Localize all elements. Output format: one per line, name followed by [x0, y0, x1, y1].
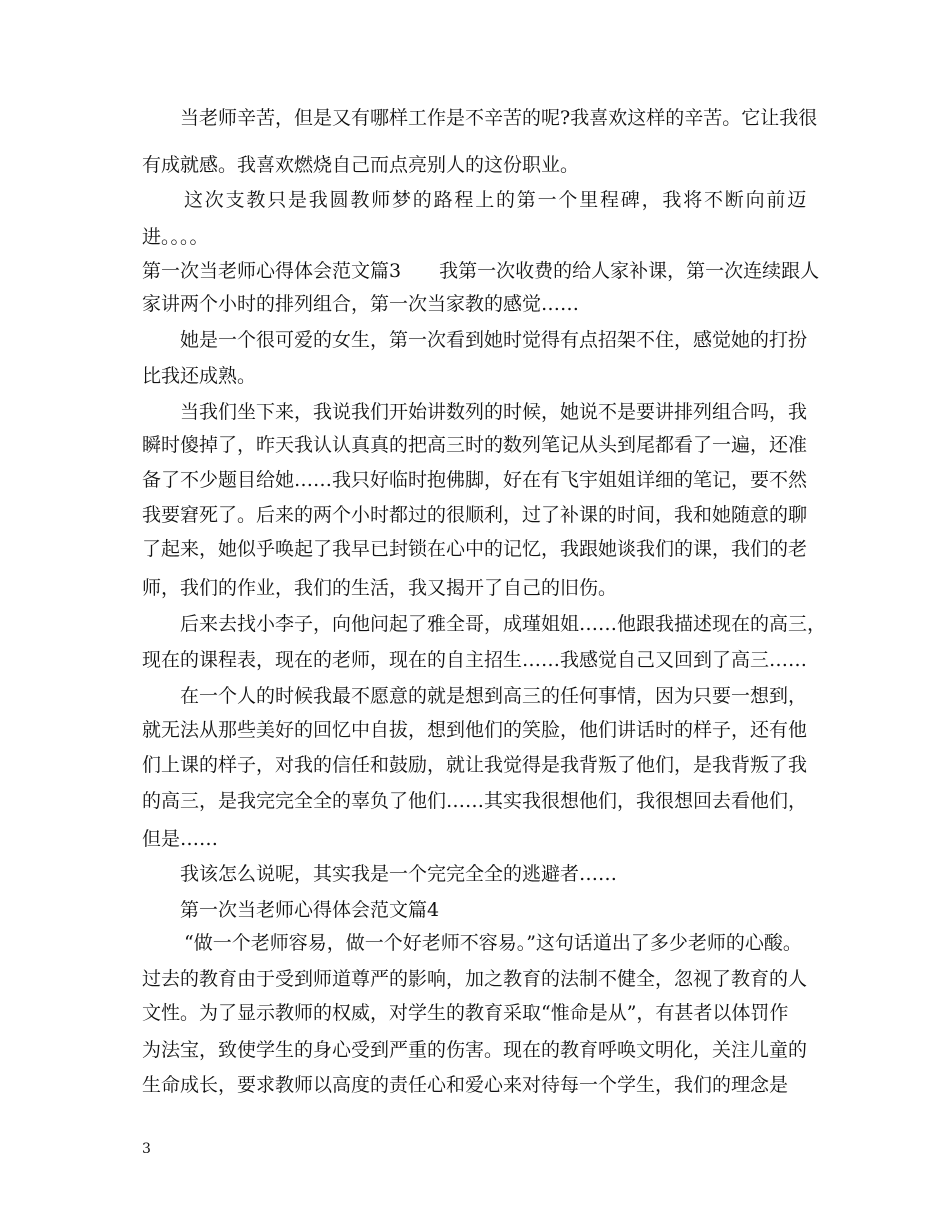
paragraph-line: 我要窘死了。后来的两个小时都过的很顺利，过了补课的时间，我和她随意的聊	[142, 504, 808, 526]
paragraph-line: 当我们坐下来，我说我们开始讲数列的时候，她说不是要讲排列组合吗，我	[180, 401, 808, 423]
paragraph-line: 有成就感。我喜欢燃烧自己而点亮别人的这份职业。	[142, 154, 580, 176]
paragraph-line: 师，我们的作业，我们的生活，我又揭开了自己的旧伤。	[142, 577, 618, 599]
paragraph-line: 就无法从那些美好的回忆中自拔，想到他们的笑脸，他们讲话时的样子，还有他	[142, 719, 808, 741]
paragraph-line: 文性。为了显示教师的权威，对学生的教育采取“惟命是从”，有甚者以体罚作	[142, 1002, 789, 1024]
page-number: 3	[142, 1141, 151, 1157]
paragraph-line: 比我还成熟。	[142, 365, 257, 387]
paragraph-line: 现在的课程表，现在的老师，现在的自主招生……我感觉自己又回到了高三……	[142, 649, 808, 671]
paragraph-line: 生命成长，要求教师以高度的责任心和爱心来对待每一个学生，我们的理念是	[142, 1074, 789, 1096]
paragraph-line: 后来去找小李子，向他问起了雅全哥，成瑾姐姐……他跟我描述现在的高三，	[180, 613, 827, 635]
paragraph-line: 备了不少题目给她……我只好临时抱佛脚，好在有飞宇姐姐详细的笔记，要不然	[142, 469, 808, 491]
paragraph-line: 我该怎么说呢，其实我是一个完完全全的逃避者……	[180, 863, 618, 885]
paragraph-line: 在一个人的时候我最不愿意的就是想到高三的任何事情，因为只要一想到，	[180, 685, 808, 707]
paragraph-line: 瞬时傻掉了，昨天我认认真真的把高三时的数列笔记从头到尾都看了一遍，还准	[142, 434, 808, 456]
paragraph-line: 当老师辛苦，但是又有哪样工作是不辛苦的呢?我喜欢这样的辛苦。它让我很	[180, 107, 818, 129]
paragraph-line: 第一次当老师心得体会范文篇3 我第一次收费的给人家补课，第一次连续跟人	[142, 260, 820, 282]
paragraph-line: “做一个老师容易，做一个好老师不容易。”这句话道出了多少老师的心酸。	[184, 932, 802, 954]
paragraph-line: 过去的教育由于受到师道尊严的影响，加之教育的法制不健全，忽视了教育的人	[142, 968, 808, 990]
paragraph-line: 了起来，她似乎唤起了我早已封锁在心中的记忆，我跟她谈我们的课，我们的老	[142, 538, 808, 560]
paragraph-line: 这次支教只是我圆教师梦的路程上的第一个里程碑，我将不断向前迈	[184, 189, 809, 211]
paragraph-line: 的高三，是我完完全全的辜负了他们……其实我很想他们，我很想回去看他们，	[142, 790, 808, 812]
paragraph-line: 她是一个很可爱的女生，第一次看到她时觉得有点招架不住，感觉她的打扮	[180, 329, 808, 351]
paragraph-line: 家讲两个小时的排列组合，第一次当家教的感觉……	[142, 293, 580, 315]
paragraph-line: 进。。。。	[142, 226, 209, 248]
paragraph-line: 但是……	[142, 828, 219, 850]
paragraph-line: 为法宝，致使学生的身心受到严重的伤害。现在的教育呼唤文明化，关注儿童的	[142, 1039, 808, 1061]
paragraph-line: 们上课的样子，对我的信任和鼓励，就让我觉得是我背叛了他们，是我背叛了我	[142, 754, 808, 776]
section-heading: 第一次当老师心得体会范文篇4	[180, 899, 440, 921]
